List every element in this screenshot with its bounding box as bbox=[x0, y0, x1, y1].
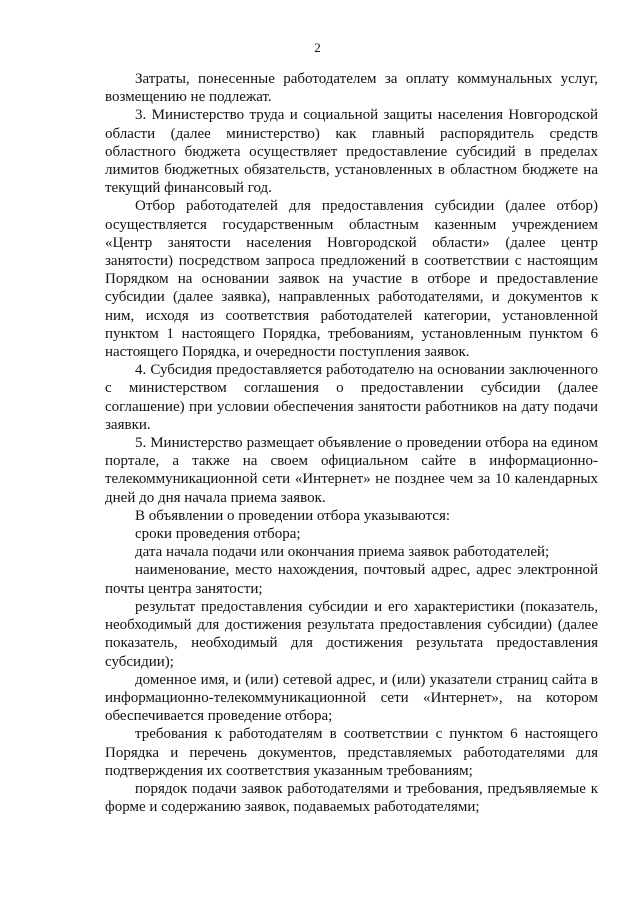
list-item-domain-name: доменное имя, и (или) сетевой адрес, и (или) указатели страниц сайта в информационно-телекоммуникационной сети «Интернет», на котором обеспечивается проведение отбора; bbox=[105, 671, 598, 725]
paragraph-announcement-intro: В объявлении о проведении отбора указываются: bbox=[135, 507, 451, 524]
paragraph-clause-5: 5. Министерство размещает объявление о проведении отбора на едином портале, а также на своем официальном сайте в информационно-телекоммуникационной сети «Интернет» не позднее чем за 10 календарных дней до дня начала приема заявок. bbox=[105, 435, 598, 506]
document-body bbox=[105, 70, 598, 816]
list-item-employer-requirements: требования к работодателям в соответствии с пунктом 6 настоящего Порядка и перечень документов, представляемых работодателями для подтверждения их соответствия указанным требованиям; bbox=[105, 726, 598, 779]
paragraph-clause-4: 4. Субсидия предоставляется работодателю на основании заключенного с министерством соглашения о предоставлении субсидии (далее соглашение) при условии обеспечения занятости работников на дату подачи заявки. bbox=[105, 362, 598, 433]
list-item-subsidy-result: результат предоставления субсидии и его характеристики (показатель, необходимый для достижения результата предоставления субсидии) (далее показатель, необходимый для достижения результата предоставления субсидии); bbox=[105, 598, 598, 670]
paragraph-utility-costs: Затраты, понесенные работодателем за оплату коммунальных услуг, возмещению не подлежат. bbox=[105, 71, 598, 106]
paragraph-clause-3: 3. Министерство труда и социальной защиты населения Новгородской области (далее министерство) как главный распорядитель средств областного бюджета осуществляет предоставление субсидий в пределах лимитов бюджетных обязательств, установленных в областном бюджете на текущий финансовый год. bbox=[105, 107, 598, 197]
paragraph-employer-selection: Отбор работодателей для предоставления субсидии (далее отбор) осуществляется государственным областным казенным учреждением «Центр занятости населения Новгородской области» (далее центр занятости) посредством запроса предложений в соответствии с настоящим Порядком на основании заявок на участие в отборе и предоставление субсидии (далее заявка), направленных работодателями, и документов к ним, исходя из соответствия работодателей категории, установленной пунктом 1 настоящего Порядка, требованиям, установленным пунктом 6 настоящего Порядка, и очередности поступления заявок. bbox=[105, 198, 598, 361]
list-item-center-contacts: наименование, место нахождения, почтовый адрес, адрес электронной почты центра занятости; bbox=[105, 562, 598, 597]
page-number: 2 bbox=[314, 40, 321, 55]
list-item-application-dates: дата начала подачи или окончания приема заявок работодателей; bbox=[135, 544, 550, 561]
list-item-application-procedure: порядок подачи заявок работодателями и требования, предъявляемые к форме и содержанию заявок, подаваемых работодателями; bbox=[105, 780, 598, 816]
list-item-selection-dates: сроки проведения отбора; bbox=[135, 526, 301, 543]
